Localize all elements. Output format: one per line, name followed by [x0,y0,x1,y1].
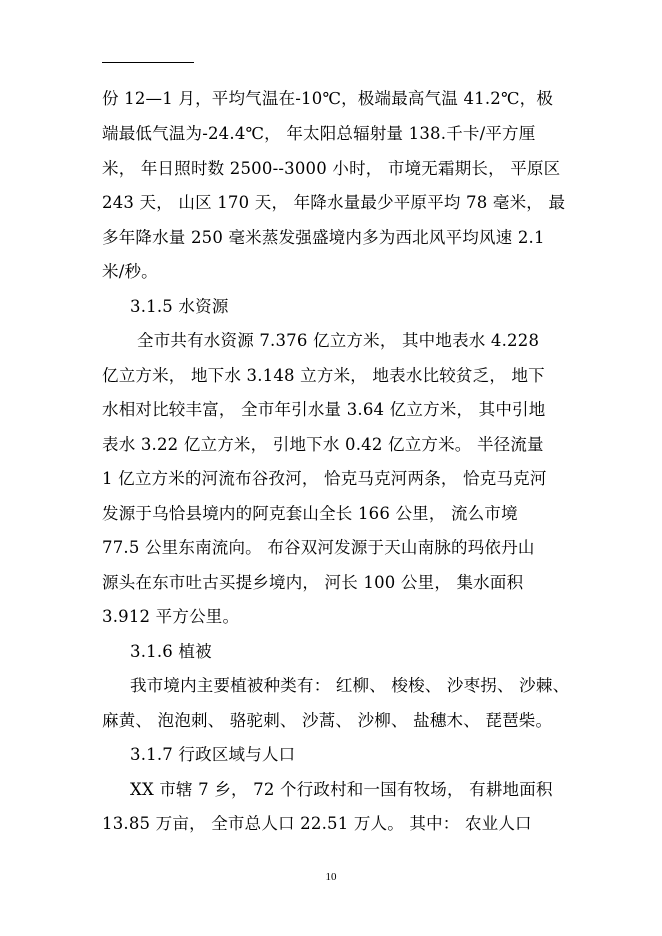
text-line: 米， 年日照时数 2500--3000 小时， 市境无霜期长， 平原区 [102,159,561,178]
text-line: 1 亿立方米的河流布谷孜河， 恰克马克河两条， 恰克马克河 [102,469,547,488]
text-line: 多年降水量 250 毫米蒸发强盛境内多为西北风平均风速 2.1 [102,228,545,247]
text-line: 243 天， 山区 170 天， 年降水量最少平原平均 78 毫米， 最 [102,193,566,212]
section-heading-water-resources: 3.1.5 水资源 [130,297,229,316]
text-line: 77.5 公里东南流向。 布谷双河发源于天山南脉的玛依丹山 [102,538,535,557]
text-line: 13.85 万亩， 全市总人口 22.51 万人。 其中： 农业人口 [102,814,532,833]
page-number: 10 [325,871,337,883]
text-line: 我市境内主要植被种类有： 红柳、 梭梭、 沙枣拐、 沙棘、 [130,676,570,695]
section-heading-vegetation: 3.1.6 植被 [130,642,212,661]
text-line: 米/秒。 [102,262,158,281]
text-line: 表水 3.22 亿立方米， 引地下水 0.42 亿立方米。 半径流量 [102,435,544,454]
text-line: 份 12—1 月，平均气温在-10℃，极端最高气温 41.2℃，极 [102,89,554,108]
text-line: 源头在东市吐古买提乡境内， 河长 100 公里， 集水面积 [102,573,524,592]
text-line: 发源于乌恰县境内的阿克套山全长 166 公里， 流么市境 [102,504,518,523]
text-line: 水相对比较丰富， 全市年引水量 3.64 亿立方米， 其中引地 [102,400,546,419]
header-rule [102,62,194,63]
section-heading-admin-population: 3.1.7 行政区域与人口 [130,745,296,764]
text-line: 端最低气温为-24.4℃， 年太阳总辐射量 138.千卡/平方厘 [102,124,536,143]
text-line: 全市共有水资源 7.376 亿立方米， 其中地表水 4.228 [137,331,540,350]
text-line: 麻黄、 泡泡刺、 骆驼刺、 沙蒿、 沙柳、 盐穗木、 琵琶柴。 [102,711,553,730]
text-line: 3.912 平方公里。 [102,607,240,626]
text-line: 亿立方米， 地下水 3.148 立方米， 地表水比较贫乏， 地下 [102,366,545,385]
text-line: XX 市辖 7 乡， 72 个行政村和一国有牧场， 有耕地面积 [130,780,553,799]
